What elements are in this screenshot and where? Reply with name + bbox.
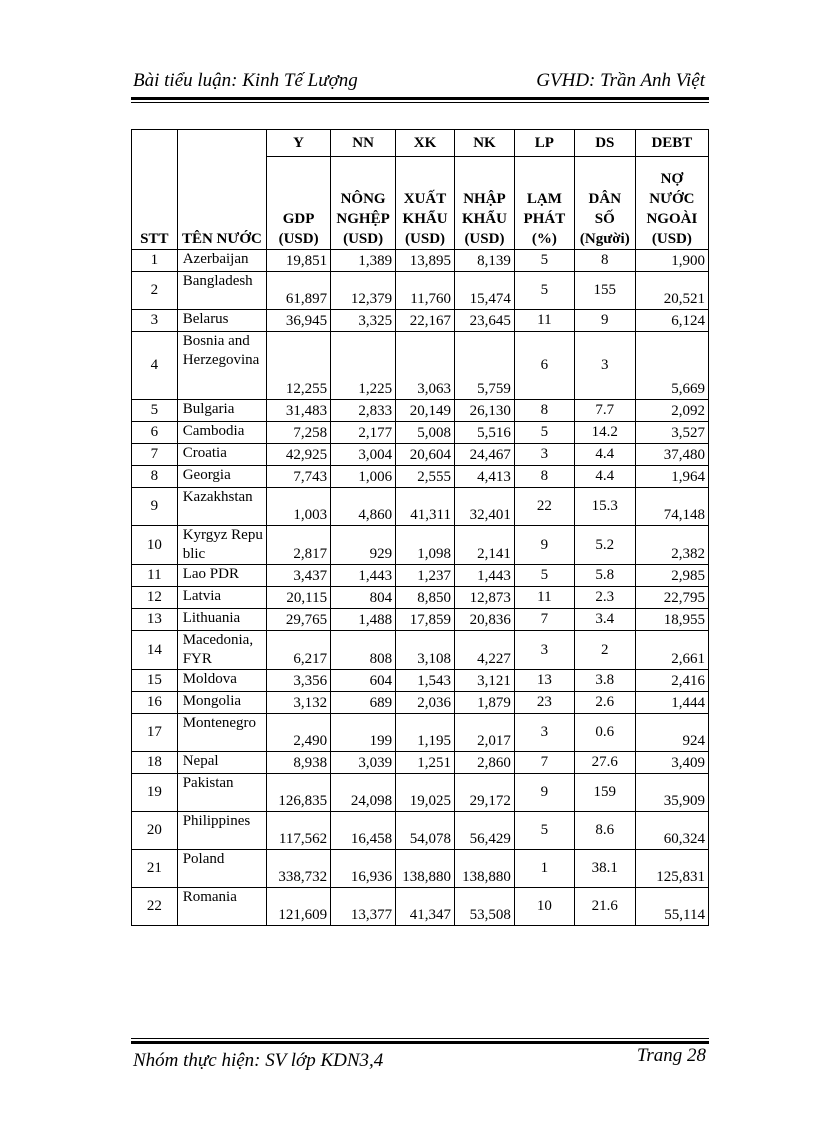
col-header-debt: NỢ NƯỚC NGOÀI (USD) — [635, 157, 708, 250]
table-cell: 5 — [514, 422, 574, 444]
table-cell: Romania — [177, 888, 266, 926]
table-cell: 2,833 — [331, 400, 396, 422]
table-cell: 3,039 — [331, 752, 396, 774]
table-cell: 3 — [514, 444, 574, 466]
table-cell: 8,938 — [267, 752, 331, 774]
header-code-row — [132, 130, 709, 157]
table-cell: 117,562 — [267, 812, 331, 850]
table-cell: Georgia — [177, 466, 266, 488]
table-cell: 1 — [514, 850, 574, 888]
table-cell: 4.4 — [574, 444, 635, 466]
table-cell: Kazakhstan — [177, 488, 266, 526]
table-cell: 2,177 — [331, 422, 396, 444]
table-cell: 74,148 — [635, 488, 708, 526]
table-cell: 16,936 — [331, 850, 396, 888]
table-cell: 20,149 — [396, 400, 455, 422]
table-cell: 22,795 — [635, 587, 708, 609]
table-cell: 9 — [574, 310, 635, 332]
table-cell: 14.2 — [574, 422, 635, 444]
table-cell: 3,004 — [331, 444, 396, 466]
col-header-name: TÊN NƯỚC — [177, 130, 266, 250]
table-cell: 3.4 — [574, 609, 635, 631]
table-cell: 5 — [514, 272, 574, 310]
table-cell: Moldova — [177, 670, 266, 692]
table-cell: Cambodia — [177, 422, 266, 444]
table-cell: 3,409 — [635, 752, 708, 774]
col-header-population: DÂN SỐ (Người) — [574, 157, 635, 250]
table-row — [132, 670, 709, 692]
table-cell: 8 — [132, 466, 178, 488]
table-cell: 20,836 — [454, 609, 514, 631]
table-cell: 3,527 — [635, 422, 708, 444]
table-cell: 12 — [132, 587, 178, 609]
table-cell: 199 — [331, 714, 396, 752]
table-cell: 11 — [514, 310, 574, 332]
table-row — [132, 444, 709, 466]
table-cell: 138,880 — [396, 850, 455, 888]
table-cell: 0.6 — [574, 714, 635, 752]
table-cell: 4,227 — [454, 631, 514, 670]
table-cell: 11 — [514, 587, 574, 609]
table-cell: 338,732 — [267, 850, 331, 888]
table-cell: Nepal — [177, 752, 266, 774]
table-cell: 126,835 — [267, 774, 331, 812]
table-row — [132, 752, 709, 774]
table-cell: 804 — [331, 587, 396, 609]
table-cell: Montenegro — [177, 714, 266, 752]
footer-rule-thin — [131, 1038, 709, 1039]
table-cell: 8 — [574, 250, 635, 272]
table-cell: Philippines — [177, 812, 266, 850]
table-cell: 1,251 — [396, 752, 455, 774]
table-cell: 38.1 — [574, 850, 635, 888]
table-cell: 3 — [574, 332, 635, 400]
table-cell: 1,444 — [635, 692, 708, 714]
table-cell: 3,437 — [267, 565, 331, 587]
table-row — [132, 774, 709, 812]
table-cell: 3 — [514, 714, 574, 752]
table-cell: 929 — [331, 526, 396, 565]
table-cell: 26,130 — [454, 400, 514, 422]
table-row — [132, 850, 709, 888]
table-cell: 19,025 — [396, 774, 455, 812]
col-header-inflation: LẠM PHÁT (%) — [514, 157, 574, 250]
col-code-debt: DEBT — [635, 130, 708, 157]
table-cell: 7 — [132, 444, 178, 466]
table-cell: 10 — [514, 888, 574, 926]
col-header-import: NHẬP KHẨU (USD) — [454, 157, 514, 250]
table-cell: 21.6 — [574, 888, 635, 926]
table-cell: 23,645 — [454, 310, 514, 332]
table-cell: 14 — [132, 631, 178, 670]
table-row — [132, 250, 709, 272]
table-cell: 19,851 — [267, 250, 331, 272]
table-cell: Macedonia, FYR — [177, 631, 266, 670]
table-cell: 5 — [514, 812, 574, 850]
table-cell: 159 — [574, 774, 635, 812]
col-code-lp: LP — [514, 130, 574, 157]
table-cell: 2,017 — [454, 714, 514, 752]
table-cell: 21 — [132, 850, 178, 888]
table-cell: 604 — [331, 670, 396, 692]
table-cell: 61,897 — [267, 272, 331, 310]
footer-group: Nhóm thực hiện: SV lớp KDN3,4 — [133, 1050, 384, 1071]
table-cell: 29,172 — [454, 774, 514, 812]
col-header-stt: STT — [132, 130, 178, 250]
table-cell: 1,098 — [396, 526, 455, 565]
data-table — [131, 129, 709, 926]
table-cell: 22 — [132, 888, 178, 926]
header-rule-thin — [131, 102, 709, 103]
table-row — [132, 609, 709, 631]
col-header-agriculture: NÔNG NGHỆP (USD) — [331, 157, 396, 250]
table-cell: 1,443 — [454, 565, 514, 587]
table-cell: 2,382 — [635, 526, 708, 565]
col-code-xk: XK — [396, 130, 455, 157]
table-cell: 2,661 — [635, 631, 708, 670]
table-cell: Lithuania — [177, 609, 266, 631]
table-cell: 2,817 — [267, 526, 331, 565]
table-cell: 55,114 — [635, 888, 708, 926]
table-cell: 2.3 — [574, 587, 635, 609]
table-cell: 7,743 — [267, 466, 331, 488]
table-cell: 32,401 — [454, 488, 514, 526]
table-cell: 3,121 — [454, 670, 514, 692]
table-cell: 1,879 — [454, 692, 514, 714]
table-cell: 22 — [514, 488, 574, 526]
table-cell: 53,508 — [454, 888, 514, 926]
table-cell: 2 — [574, 631, 635, 670]
table-row — [132, 631, 709, 670]
table-cell: 924 — [635, 714, 708, 752]
table-cell: 54,078 — [396, 812, 455, 850]
table-cell: 20,604 — [396, 444, 455, 466]
table-cell: 1,237 — [396, 565, 455, 587]
table-cell: 3,132 — [267, 692, 331, 714]
table-cell: 24,098 — [331, 774, 396, 812]
table-cell: 3 — [514, 631, 574, 670]
table-cell: 13 — [514, 670, 574, 692]
col-code-y: Y — [267, 130, 331, 157]
table-cell: 3.8 — [574, 670, 635, 692]
table-cell: Mongolia — [177, 692, 266, 714]
table-cell: 13,377 — [331, 888, 396, 926]
table-cell: 20 — [132, 812, 178, 850]
table-cell: Croatia — [177, 444, 266, 466]
table-cell: Azerbaijan — [177, 250, 266, 272]
table-cell: 7,258 — [267, 422, 331, 444]
table-cell: Bosnia and Herzegovina — [177, 332, 266, 400]
table-row — [132, 888, 709, 926]
table-cell: 6,217 — [267, 631, 331, 670]
table-cell: 17,859 — [396, 609, 455, 631]
table-row — [132, 400, 709, 422]
table-cell: 60,324 — [635, 812, 708, 850]
table-cell: 20,115 — [267, 587, 331, 609]
col-header-export: XUẤT KHẨU (USD) — [396, 157, 455, 250]
table-row — [132, 526, 709, 565]
table-row — [132, 422, 709, 444]
table-cell: 9 — [132, 488, 178, 526]
table-cell: 24,467 — [454, 444, 514, 466]
table-cell: 8,850 — [396, 587, 455, 609]
table-cell: 1,195 — [396, 714, 455, 752]
table-cell: 5,516 — [454, 422, 514, 444]
table-cell: 35,909 — [635, 774, 708, 812]
table-cell: 689 — [331, 692, 396, 714]
header-advisor: GVHD: Trần Anh Việt — [536, 70, 705, 91]
table-cell: 3,325 — [331, 310, 396, 332]
table-cell: 121,609 — [267, 888, 331, 926]
col-header-gdp: GDP (USD) — [267, 157, 331, 250]
table-cell: 7 — [514, 752, 574, 774]
table-cell: 4,860 — [331, 488, 396, 526]
table-cell: 5 — [132, 400, 178, 422]
table-cell: 13 — [132, 609, 178, 631]
col-code-nk: NK — [454, 130, 514, 157]
table-cell: 20,521 — [635, 272, 708, 310]
table-cell: 1,006 — [331, 466, 396, 488]
table-cell: 5,008 — [396, 422, 455, 444]
table-cell: 16 — [132, 692, 178, 714]
table-cell: Bangladesh — [177, 272, 266, 310]
table-cell: 5,759 — [454, 332, 514, 400]
table-row — [132, 714, 709, 752]
table-cell: 27.6 — [574, 752, 635, 774]
table-cell: 36,945 — [267, 310, 331, 332]
table-cell: 1,225 — [331, 332, 396, 400]
table-cell: 18 — [132, 752, 178, 774]
table-cell: 13,895 — [396, 250, 455, 272]
table-cell: Latvia — [177, 587, 266, 609]
table-cell: 5 — [514, 250, 574, 272]
table-row — [132, 692, 709, 714]
table-cell: 11 — [132, 565, 178, 587]
table-cell: 12,379 — [331, 272, 396, 310]
table-cell: 138,880 — [454, 850, 514, 888]
table-cell: 23 — [514, 692, 574, 714]
table-cell: 3 — [132, 310, 178, 332]
table-cell: 1,900 — [635, 250, 708, 272]
header-rule-thick — [131, 97, 709, 100]
table-row — [132, 565, 709, 587]
table-cell: 4 — [132, 332, 178, 400]
table-cell: 6 — [132, 422, 178, 444]
table-cell: 2,092 — [635, 400, 708, 422]
table-cell: 41,347 — [396, 888, 455, 926]
table-cell: 1,003 — [267, 488, 331, 526]
table-cell: 16,458 — [331, 812, 396, 850]
table-cell: 2.6 — [574, 692, 635, 714]
table-row — [132, 488, 709, 526]
table-cell: 41,311 — [396, 488, 455, 526]
table-cell: 5 — [514, 565, 574, 587]
table-cell: 18,955 — [635, 609, 708, 631]
table-cell: 2,490 — [267, 714, 331, 752]
table-cell: 5.2 — [574, 526, 635, 565]
header-title: Bài tiểu luận: Kinh Tế Lượng — [133, 70, 358, 91]
table-cell: 11,760 — [396, 272, 455, 310]
col-code-ds: DS — [574, 130, 635, 157]
table-row — [132, 812, 709, 850]
table-cell: 2,036 — [396, 692, 455, 714]
table-cell: 22,167 — [396, 310, 455, 332]
table-cell: Bulgaria — [177, 400, 266, 422]
table-cell: 19 — [132, 774, 178, 812]
table-cell: 15 — [132, 670, 178, 692]
table-cell: 5,669 — [635, 332, 708, 400]
table-cell: 15.3 — [574, 488, 635, 526]
table-cell: 808 — [331, 631, 396, 670]
table-cell: 3,108 — [396, 631, 455, 670]
table-cell: 1,443 — [331, 565, 396, 587]
table-cell: 17 — [132, 714, 178, 752]
table-cell: 6 — [514, 332, 574, 400]
table-cell: 3,063 — [396, 332, 455, 400]
table-cell: 10 — [132, 526, 178, 565]
table-cell: 7 — [514, 609, 574, 631]
table-row — [132, 332, 709, 400]
table-cell: 8 — [514, 466, 574, 488]
table-cell: 1,543 — [396, 670, 455, 692]
table-cell: 1,488 — [331, 609, 396, 631]
table-cell: 15,474 — [454, 272, 514, 310]
table-row — [132, 587, 709, 609]
table-row — [132, 310, 709, 332]
table-cell: 2,860 — [454, 752, 514, 774]
table-cell: 125,831 — [635, 850, 708, 888]
table-cell: 8,139 — [454, 250, 514, 272]
table-cell: 155 — [574, 272, 635, 310]
table-cell: Kyrgyz Republic — [177, 526, 266, 565]
table-cell: 56,429 — [454, 812, 514, 850]
footer-rule-thick — [131, 1041, 709, 1044]
table-cell: 2,416 — [635, 670, 708, 692]
table-cell: 29,765 — [267, 609, 331, 631]
table-cell: Poland — [177, 850, 266, 888]
table-cell: 1,964 — [635, 466, 708, 488]
table-cell: 4.4 — [574, 466, 635, 488]
table-cell: 8.6 — [574, 812, 635, 850]
table-cell: 2,141 — [454, 526, 514, 565]
table-cell: Lao PDR — [177, 565, 266, 587]
table-cell: 42,925 — [267, 444, 331, 466]
table-cell: 2,985 — [635, 565, 708, 587]
table-cell: 6,124 — [635, 310, 708, 332]
table-cell: 3,356 — [267, 670, 331, 692]
table-cell: 5.8 — [574, 565, 635, 587]
table-cell: 37,480 — [635, 444, 708, 466]
table-cell: Belarus — [177, 310, 266, 332]
table-cell: 9 — [514, 774, 574, 812]
table-cell: 8 — [514, 400, 574, 422]
col-code-nn: NN — [331, 130, 396, 157]
table-cell: Pakistan — [177, 774, 266, 812]
page-number: Trang 28 — [636, 1045, 706, 1066]
table-cell: 12,873 — [454, 587, 514, 609]
table-cell: 7.7 — [574, 400, 635, 422]
table-cell: 31,483 — [267, 400, 331, 422]
table-cell: 2,555 — [396, 466, 455, 488]
table-row — [132, 466, 709, 488]
table-row — [132, 272, 709, 310]
table-cell: 4,413 — [454, 466, 514, 488]
table-cell: 1,389 — [331, 250, 396, 272]
table-cell: 2 — [132, 272, 178, 310]
table-cell: 9 — [514, 526, 574, 565]
table-cell: 1 — [132, 250, 178, 272]
table-cell: 12,255 — [267, 332, 331, 400]
